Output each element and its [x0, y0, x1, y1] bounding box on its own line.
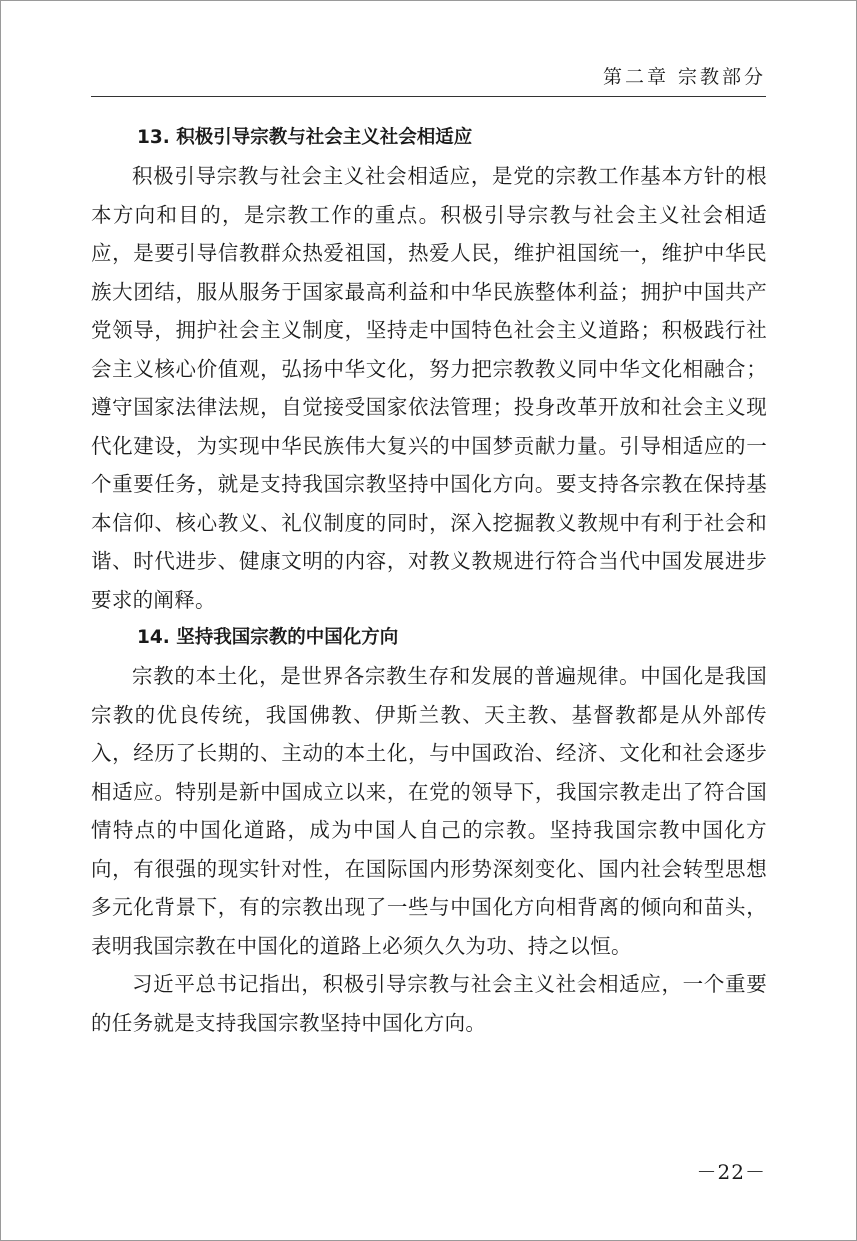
paragraph: 积极引导宗教与社会主义社会相适应，是党的宗教工作基本方针的根本方向和目的，是宗教工作的重点。积极引导宗教与社会主义社会相适应，是要引导信教群众热爱祖国，热爱人民，维护祖国统一，维护中华民族大团结，服从服务于国家最高利益和中华民族整体利益；拥护中国共产党领导，拥护社会主义制度，坚持走中国特色社会主义道路；积极践行社会主义核心价值观，弘扬中华文化，努力把宗教教义同中华文化相融合；遵守国家法律法规，自觉接受国家依法管理；投身改革开放和社会主义现代化建设，为实现中华民族伟大复兴的中国梦贡献力量。引导相适应的一个重要任务，就是支持我国宗教坚持中国化方向。要支持各宗教在保持基本信仰、核心教义、礼仪制度的同时，深入挖掘教义教规中有利于社会和谐、时代进步、健康文明的内容，对教义教规进行符合当代中国发展进步要求的阐释。 [91, 164, 767, 612]
chapter-title: 第二章 宗教部分 [602, 66, 766, 88]
paragraph: 习近平总书记指出，积极引导宗教与社会主义社会相适应，一个重要的任务就是支持我国宗教坚持中国化方向。 [91, 972, 767, 1035]
section-heading-13: 13. 积极引导宗教与社会主义社会相适应 [137, 127, 473, 148]
running-header [91, 56, 766, 97]
page-number: －22－ [696, 1160, 766, 1184]
section-heading-14: 14. 坚持我国宗教的中国化方向 [137, 627, 399, 648]
paragraph: 宗教的本土化，是世界各宗教生存和发展的普遍规律。中国化是我国宗教的优良传统，我国佛教、伊斯兰教、天主教、基督教都是从外部传入，经历了长期的、主动的本土化，与中国政治、经济、文化和社会逐步相适应。特别是新中国成立以来，在党的领导下，我国宗教走出了符合国情特点的中国化道路，成为中国人自己的宗教。坚持我国宗教中国化方向，有很强的现实针对性，在国际国内形势深刻变化、国内社会转型思想多元化背景下，有的宗教出现了一些与中国化方向相背离的倾向和苗头，表明我国宗教在中国化的道路上必须久久为功、持之以恒。 [91, 664, 767, 958]
page-content [91, 119, 767, 1042]
